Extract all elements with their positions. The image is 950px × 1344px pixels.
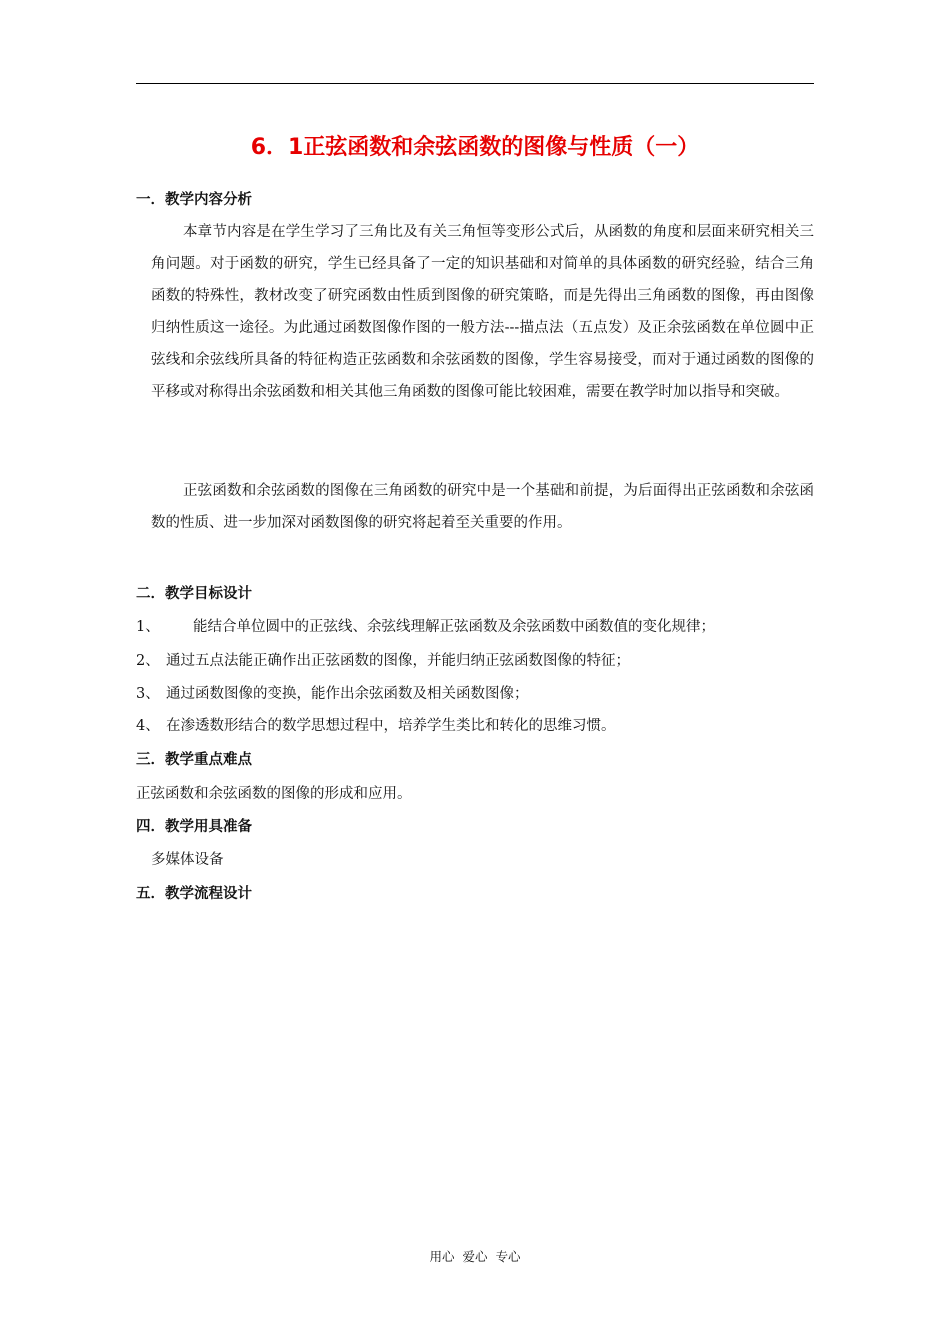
document-title: 6．1正弦函数和余弦函数的图像与性质（一） [250,135,700,160]
objective-item [136,684,529,704]
objective-number: 3、 [136,686,160,702]
section-heading-key-points: 三．教学重点难点 [136,752,252,768]
teaching-aids-text: 多媒体设备 [151,852,224,868]
objective-item [136,716,616,736]
objective-item [136,617,715,637]
paragraph-content-analysis-2: 正弦函数和余弦函数的图像在三角函数的研究中是一个基础和前提，为后面得出正弦函数和余弦函数的性质、进一步加深对函数图像的研究将起着至关重要的作用。 [151,483,814,531]
key-points-text: 正弦函数和余弦函数的图像的形成和应用。 [136,786,412,802]
section-heading-objectives: 二．教学目标设计 [136,586,252,602]
section-heading-content-analysis: 一．教学内容分析 [136,192,252,208]
objective-text: 能结合单位圆中的正弦线、余弦线理解正弦函数及余弦函数中函数值的变化规律； [193,619,715,635]
objective-text: 通过函数图像的变换，能作出余弦函数及相关函数图像； [166,686,529,702]
header-rule [136,83,814,84]
objective-number: 4、 [136,718,160,734]
objective-text: 在渗透数形结合的数学思想过程中，培养学生类比和转化的思维习惯。 [166,718,616,734]
objective-text: 通过五点法能正确作出正弦函数的图像，并能归纳正弦函数图像的特征； [166,653,630,669]
objective-number: 1、 [136,619,160,635]
objective-item [136,651,630,671]
page-footer: 用心 爱心 专心 [429,1249,521,1264]
section-heading-process: 五．教学流程设计 [136,886,252,902]
paragraph-content-analysis-1: 本章节内容是在学生学习了三角比及有关三角恒等变形公式后，从函数的角度和层面来研究相关三角问题。对于函数的研究，学生已经具备了一定的知识基础和对简单的具体函数的研究经验，结合三角函数的特殊性，教材改变了研究函数由性质到图像的研究策略，而是先得出三角函数的图像，再由图像归纳性质这一途径。为此通过函数图像作图的一般方法---描点法（五点发）及正余弦函数在单位圆中正弦线和余弦线所具备的特征构造正弦函数和余弦函数的图像，学生容易接受，而对于通过函数的图像的平移或对称得出余弦函数和相关其他三角函数的图像可能比较困难，需要在教学时加以指导和突破。 [151,224,814,400]
section-heading-teaching-aids: 四．教学用具准备 [136,819,252,835]
objective-number: 2、 [136,653,160,669]
